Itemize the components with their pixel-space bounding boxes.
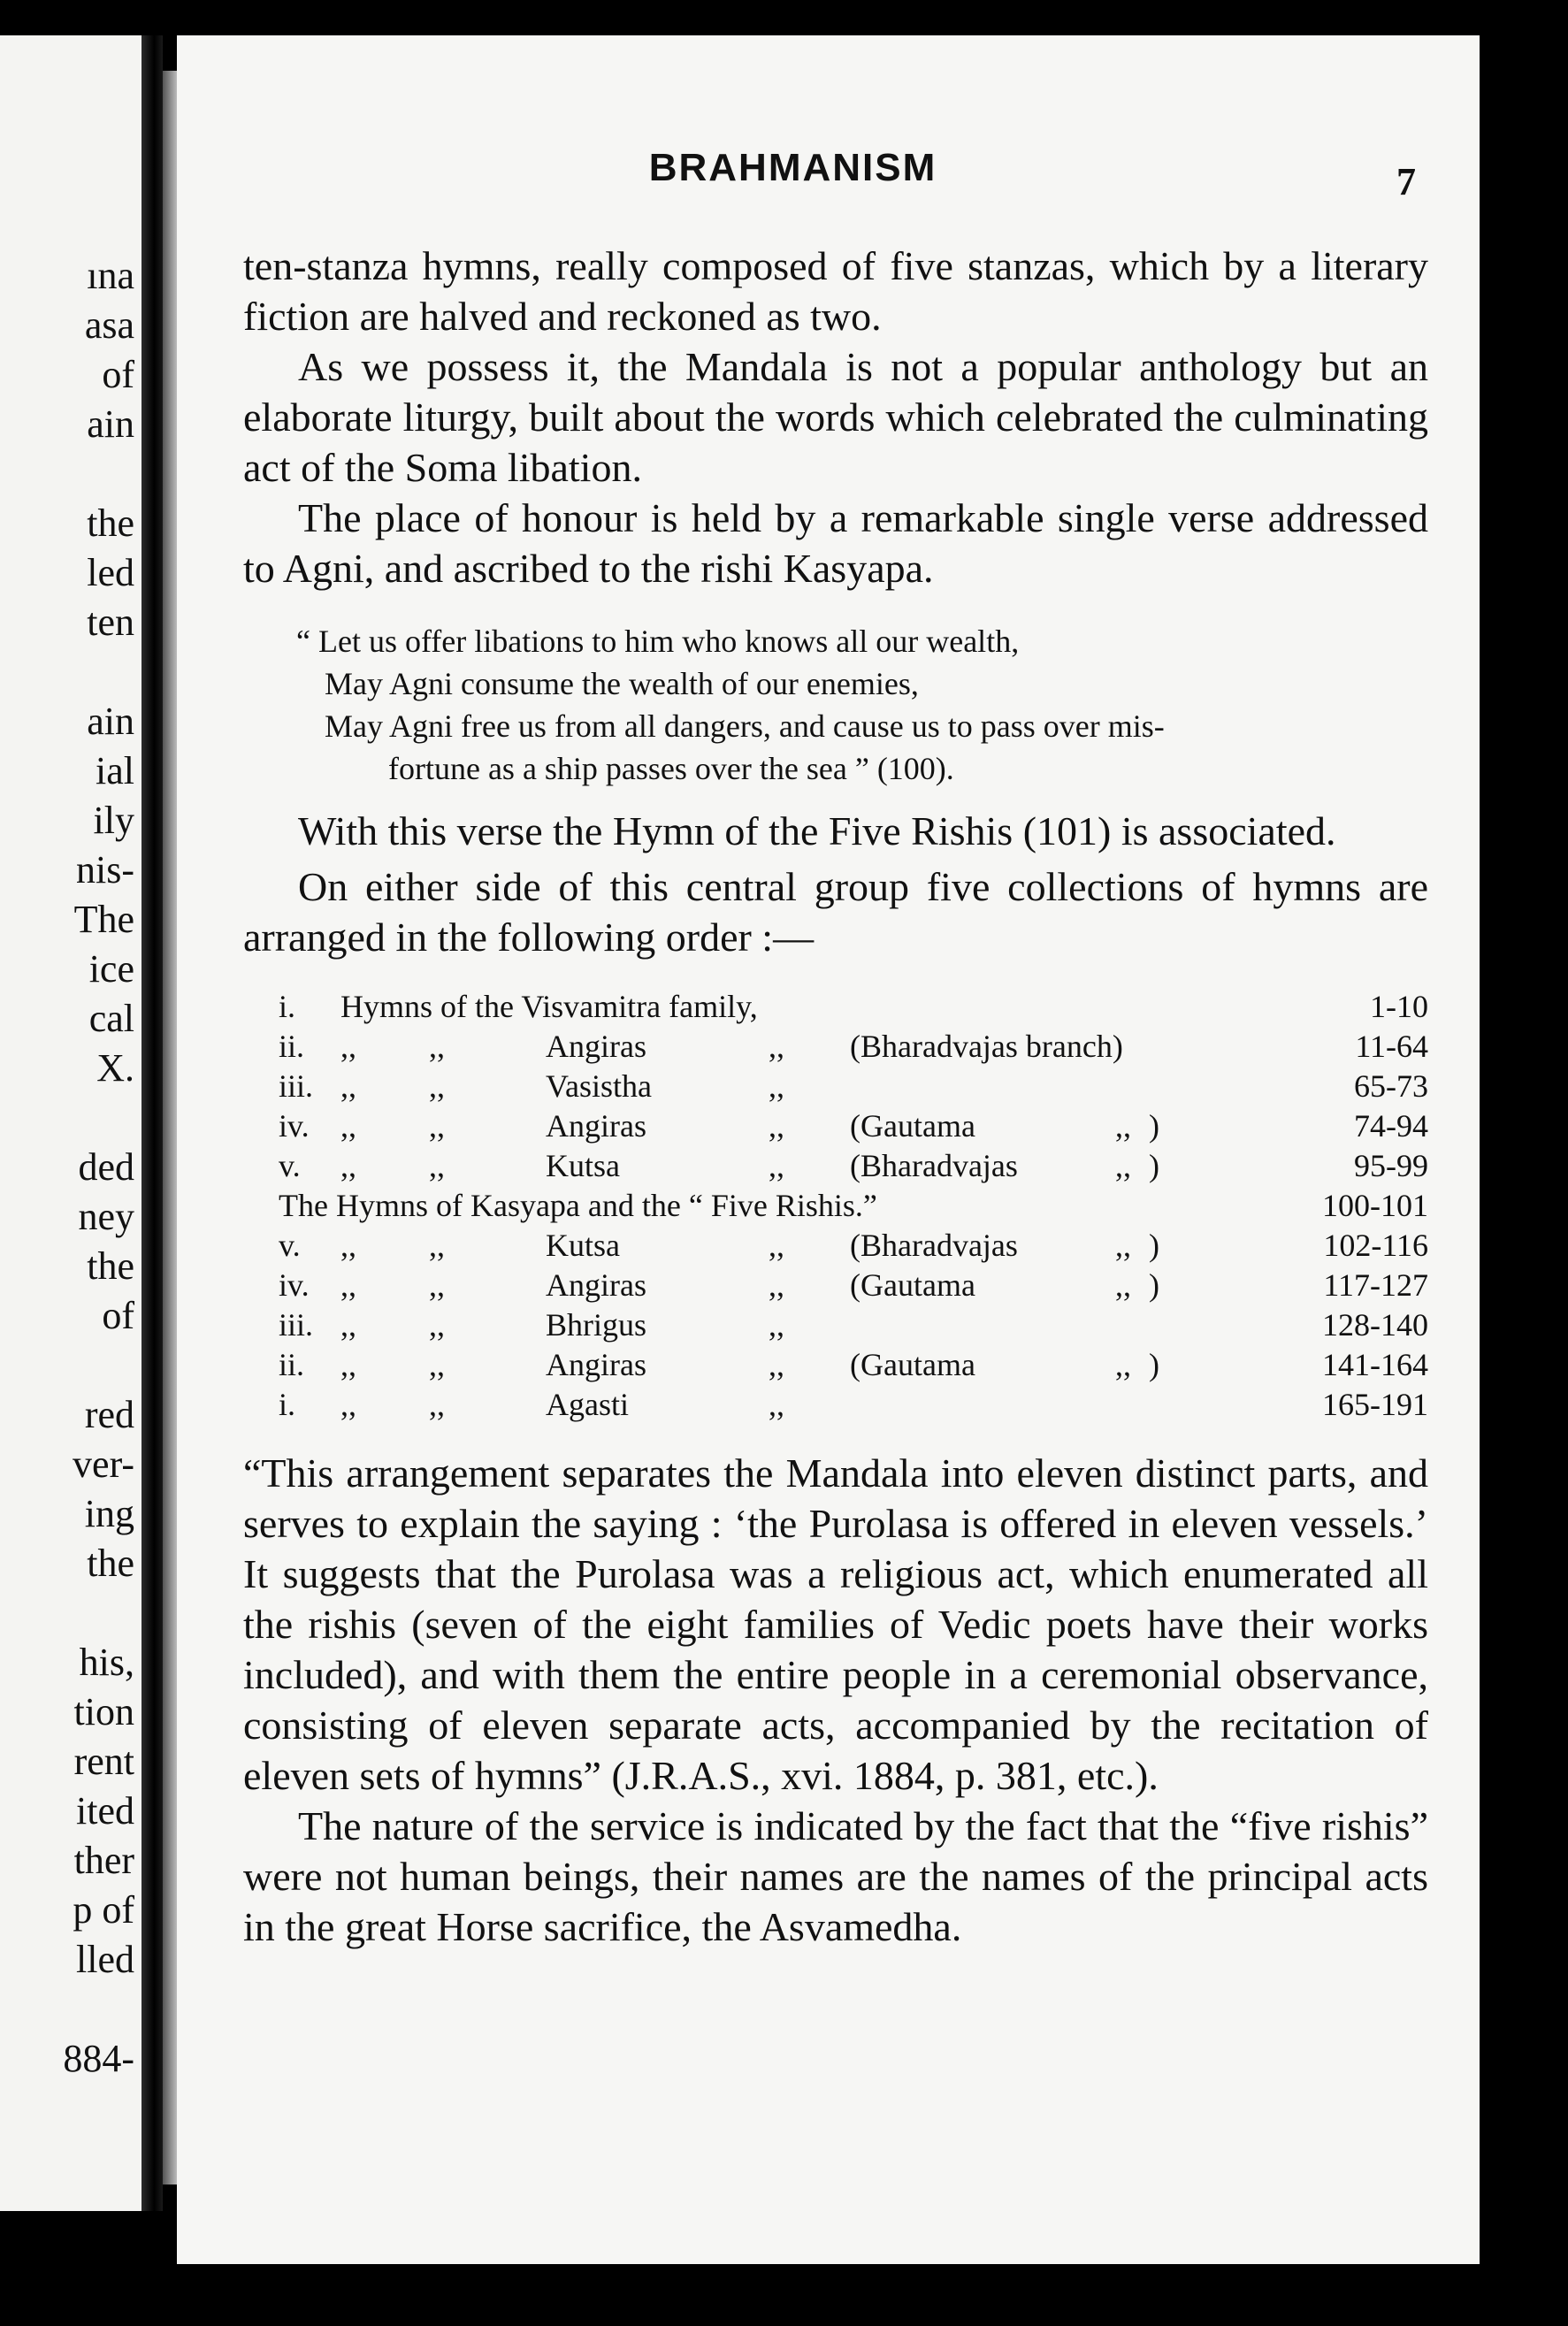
- ditto-mark: ,,: [429, 1347, 445, 1382]
- facing-page-fragment-line: of: [102, 1294, 134, 1337]
- table-row: [279, 1345, 1428, 1385]
- table-row: [279, 1305, 1428, 1345]
- ditto-mark: [1098, 1385, 1149, 1425]
- facing-page-fragment-line: ing: [84, 1492, 134, 1535]
- hymn-range: 11-64: [1355, 1029, 1428, 1064]
- ditto-mark: ,,: [769, 1108, 784, 1144]
- facing-page-fragment: [0, 35, 142, 2211]
- table-row: [279, 1067, 1428, 1106]
- table-row: [279, 1266, 1428, 1305]
- facing-page-fragment-line: ily: [93, 799, 134, 842]
- branch-name: (Gautama: [850, 1108, 975, 1144]
- ditto-mark: ,,: [769, 1347, 784, 1382]
- branch-name: (Bharadvajas: [850, 1148, 1018, 1183]
- row-numeral: v.: [279, 1148, 301, 1183]
- hymn-range: 100-101: [1322, 1188, 1428, 1223]
- page-body: [243, 241, 1428, 1952]
- family-name: Kutsa: [546, 1148, 620, 1183]
- quote-line: May Agni free us from all dangers, and cause us to pass over mis-: [325, 708, 1165, 744]
- closing-paren: [1149, 1305, 1184, 1345]
- facing-page-fragment-line: The: [73, 898, 134, 941]
- table-row: [279, 1106, 1428, 1146]
- branch-name: (Bharadvajas branch): [850, 1029, 1123, 1064]
- facing-page-fragment-line: the: [87, 501, 134, 545]
- facing-page-fragment-line: cal: [88, 997, 134, 1040]
- ditto-mark: ,,: [340, 1347, 356, 1382]
- ditto-mark: ,,: [769, 1148, 784, 1183]
- facing-page-fragment-line: asa: [84, 303, 134, 347]
- row-numeral: ii.: [279, 1029, 305, 1064]
- ditto-mark: [1098, 1305, 1149, 1345]
- ditto-mark: ,,: [429, 1148, 445, 1183]
- ditto-mark: ,,: [429, 1228, 445, 1263]
- book-gutter: [142, 35, 163, 2211]
- ditto-mark: [1098, 1067, 1149, 1106]
- facing-page-fragment-line: the: [87, 1244, 134, 1288]
- facing-page-fragment-line: ice: [88, 947, 134, 991]
- branch-name: (Bharadvajas: [850, 1228, 1018, 1263]
- hymn-range: 65-73: [1354, 1068, 1428, 1104]
- table-row: [279, 1226, 1428, 1266]
- closing-paren: ): [1149, 1267, 1159, 1303]
- running-head: BRAHMANISM: [648, 146, 937, 189]
- row-numeral: iii.: [279, 1068, 314, 1104]
- ditto-mark: ,,: [1115, 1108, 1131, 1144]
- row-numeral: ii.: [279, 1347, 305, 1382]
- paragraph: “This arrangement separates the Mandala into eleven distinct parts, and serves to explain the saying : ‘the Purolasa is offered in eleven vessels.’ It suggests that the Purolasa was a religious act, which enumerated all the rishis (seven of the eight families of Vedic poets have their works included), and with them the entire people in a ceremonial observance, consisting of eleven separate acts, accompanied by the recitation of eleven sets of hymns” (J.R.A.S., xvi. 1884, p. 381, etc.).: [243, 1450, 1428, 1798]
- closing-paren: [1149, 1027, 1184, 1067]
- ditto-mark: ,,: [429, 1387, 445, 1422]
- closing-paren: ): [1149, 1108, 1159, 1144]
- row-numeral: iv.: [279, 1108, 310, 1144]
- quote-line: “ Let us offer libations to him who knows all our wealth,: [296, 624, 1020, 659]
- facing-page-fragment-line: X.: [96, 1046, 134, 1090]
- facing-page-fragment-line: lled: [76, 1938, 134, 1981]
- paragraph: ten-stanza hymns, really composed of five stanzas, which by a literary fiction are halved and reckoned as two.: [243, 243, 1428, 339]
- ditto-mark: ,,: [769, 1228, 784, 1263]
- ditto-mark: ,,: [769, 1029, 784, 1064]
- closing-paren: [1149, 1385, 1184, 1425]
- ditto-mark: ,,: [1115, 1148, 1131, 1183]
- quote-line: fortune as a ship passes over the sea ” (100).: [388, 751, 954, 786]
- family-name: Agasti: [546, 1387, 629, 1422]
- paragraph: As we possess it, the Mandala is not a popular anthology but an elaborate liturgy, built about the words which celebrated the culminating act of the Soma libation.: [243, 344, 1428, 490]
- block-quote: [296, 620, 1428, 790]
- paragraph: The nature of the service is indicated by the fact that the “five rishis” were not human beings, their names are the names of the principal acts in the great Horse sacrifice, the Asvamedha.: [243, 1803, 1428, 1949]
- facing-page-fragment-line: nis-: [76, 848, 134, 891]
- family-name: Angiras: [546, 1267, 646, 1303]
- branch-name: [850, 1067, 1098, 1106]
- facing-page-fragment-line: ney: [78, 1195, 134, 1238]
- facing-page-fragment-line: ded: [78, 1145, 134, 1189]
- facing-page-fragment-line: ther: [73, 1839, 134, 1882]
- family-name: Kutsa: [546, 1228, 620, 1263]
- hymn-range: 141-164: [1322, 1347, 1428, 1382]
- ditto-mark: ,,: [429, 1267, 445, 1303]
- ditto-mark: ,,: [1115, 1347, 1131, 1382]
- ditto-mark: ,,: [769, 1267, 784, 1303]
- ditto-mark: ,,: [429, 1307, 445, 1343]
- hymn-range: 74-94: [1354, 1108, 1428, 1144]
- facing-page-fragment-line: led: [87, 551, 134, 594]
- closing-paren: ): [1149, 1347, 1159, 1382]
- ditto-mark: ,,: [340, 1029, 356, 1064]
- ditto-mark: [1098, 1027, 1149, 1067]
- table-row: [279, 987, 1428, 1027]
- row-numeral: iv.: [279, 1267, 310, 1303]
- facing-page-fragment-line: the: [87, 1542, 134, 1585]
- ditto-mark: ,,: [340, 1267, 356, 1303]
- facing-page-fragment-line: ain: [87, 402, 134, 446]
- closing-paren: ): [1149, 1228, 1159, 1263]
- ditto-mark: ,,: [769, 1068, 784, 1104]
- hymn-range: 165-191: [1322, 1387, 1428, 1422]
- hymn-range: 102-116: [1323, 1228, 1428, 1263]
- page-number: 7: [1396, 160, 1416, 203]
- table-row: [279, 1027, 1428, 1067]
- table-row: [279, 1146, 1428, 1186]
- family-name: Angiras: [546, 1108, 646, 1144]
- paragraph: On either side of this central group five collections of hymns are arranged in the following order :—: [243, 864, 1428, 960]
- spine-shadow: [163, 71, 177, 2184]
- ditto-mark: ,,: [429, 1108, 445, 1144]
- table-row: [279, 1385, 1428, 1425]
- ditto-mark: ,,: [769, 1307, 784, 1343]
- table-row: [279, 1186, 1428, 1226]
- ditto-mark: ,,: [769, 1387, 784, 1422]
- paragraph: The place of honour is held by a remarkable single verse addressed to Agni, and ascribed to the rishi Kasyapa.: [243, 495, 1428, 591]
- closing-paren: ): [1149, 1148, 1159, 1183]
- hymn-range: 95-99: [1354, 1148, 1428, 1183]
- ditto-mark: ,,: [340, 1068, 356, 1104]
- facing-page-fragment-line: ten: [87, 601, 134, 644]
- facing-page-fragment-line: red: [84, 1393, 134, 1436]
- branch-name: (Gautama: [850, 1347, 975, 1382]
- ditto-mark: ,,: [340, 1148, 356, 1183]
- ditto-mark: ,,: [1115, 1228, 1131, 1263]
- ditto-mark: ,,: [429, 1068, 445, 1104]
- hymn-range: 1-10: [1370, 989, 1428, 1024]
- facing-page-fragment-line: ına: [87, 254, 134, 297]
- facing-page-fragment-line: ver-: [73, 1442, 134, 1486]
- facing-page-fragment-line: p of: [73, 1888, 134, 1932]
- ditto-mark: ,,: [340, 1387, 356, 1422]
- ditto-mark: ,,: [1115, 1267, 1131, 1303]
- closing-paren: [1149, 1067, 1184, 1106]
- facing-page-fragment-line: ited: [76, 1789, 134, 1832]
- ditto-mark: ,,: [340, 1108, 356, 1144]
- branch-name: [850, 1385, 1098, 1425]
- facing-page-fragment-line: ial: [96, 749, 134, 792]
- ditto-mark: ,,: [340, 1228, 356, 1263]
- branch-name: (Gautama: [850, 1267, 975, 1303]
- family-name: Angiras: [546, 1029, 646, 1064]
- ditto-mark: ,,: [340, 1307, 356, 1343]
- row-numeral: i.: [279, 1387, 296, 1422]
- row-numeral: i.: [279, 989, 296, 1024]
- hymn-collections-table: [279, 987, 1428, 1425]
- paragraph: With this verse the Hymn of the Five Rishis (101) is associated.: [298, 808, 1336, 853]
- row-label: The Hymns of Kasyapa and the “ Five Rishis.”: [279, 1188, 877, 1223]
- facing-page-fragment-line: of: [102, 353, 134, 396]
- quote-line: May Agni consume the wealth of our enemies,: [325, 666, 919, 701]
- facing-page-fragment-line: his,: [79, 1641, 134, 1684]
- row-label: Hymns of the Visvamitra family,: [340, 989, 758, 1024]
- family-name: Angiras: [546, 1347, 646, 1382]
- ditto-mark: ,,: [429, 1029, 445, 1064]
- hymn-range: 128-140: [1322, 1307, 1428, 1343]
- family-name: Bhrigus: [546, 1307, 647, 1343]
- family-name: Vasistha: [546, 1068, 652, 1104]
- branch-name: [850, 1305, 1098, 1345]
- book-page: [177, 35, 1480, 2264]
- row-numeral: v.: [279, 1228, 301, 1263]
- row-numeral: iii.: [279, 1307, 314, 1343]
- facing-page-fragment-line: ain: [87, 700, 134, 743]
- facing-page-fragment-line: tion: [73, 1690, 134, 1733]
- facing-page-fragment-line: 884-: [63, 2037, 134, 2080]
- facing-page-fragment-line: rent: [73, 1740, 134, 1783]
- hymn-range: 117-127: [1323, 1267, 1428, 1303]
